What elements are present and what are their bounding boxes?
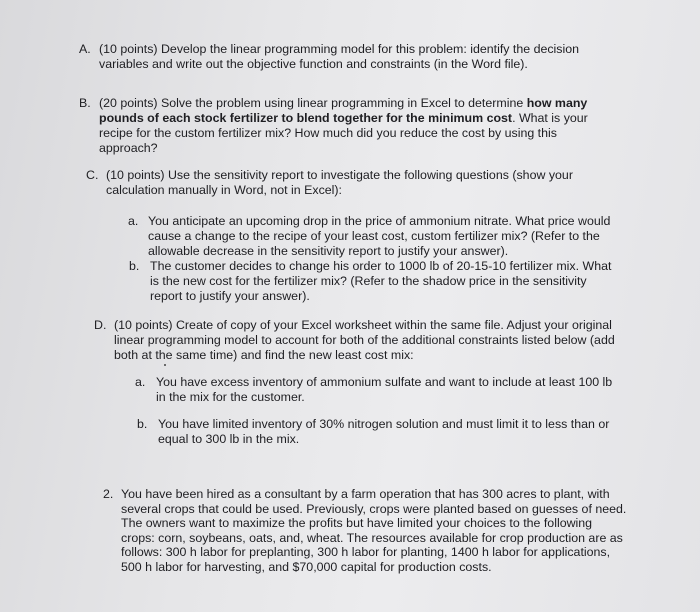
item-b-line-1-regular: (20 points) Solve the problem using linear programming in Excel to determine — [99, 96, 527, 110]
question-2 — [103, 487, 626, 575]
item-c-b — [129, 259, 611, 304]
item-c-b-line-3: report to justify your answer). — [150, 289, 310, 303]
item-c-text — [106, 168, 573, 198]
item-d-a-label: a. — [135, 375, 146, 389]
item-b-line-4: approach? — [99, 141, 158, 155]
item-c-a — [128, 214, 610, 259]
item-b-text — [99, 96, 588, 156]
item-d-b-label: b. — [137, 417, 148, 431]
item-c-b-line-2: is the new cost for the fertilizer mix? (Refer to the shadow price in the sensitivity — [150, 274, 587, 288]
item-c-a-label: a. — [128, 214, 139, 228]
item-b-label: B. — [79, 96, 91, 110]
item-d-b-line-1: You have limited inventory of 30% nitrogen solution and must limit it to less than or — [158, 417, 610, 431]
item-d-a-line-1: You have excess inventory of ammonium sulfate and want to include at least 100 lb — [156, 375, 613, 389]
item-d-a-line-2: in the mix for the customer. — [156, 390, 305, 404]
item-c-a-line-3: allowable decrease in the sensitivity report to justify your answer). — [148, 244, 509, 258]
item-d-text — [114, 318, 615, 363]
item-a-line-1: (10 points) Develop the linear programming model for this problem: identify the decision — [99, 42, 580, 56]
item-c-a-text — [148, 214, 610, 259]
item-d-line-1: (10 points) Create of copy of your Excel worksheet within the same file. Adjust your original — [114, 318, 612, 332]
item-d-line-2: linear programming model to account for both of the additional constraints listed below (add — [114, 333, 615, 347]
item-c — [86, 168, 573, 198]
question-2-line-6: 500 h labor for harvesting, and $70,000 capital for production costs. — [121, 559, 492, 574]
item-d — [94, 318, 615, 363]
item-c-b-text — [150, 259, 611, 304]
item-d-b-line-2: equal to 300 lb in the mix. — [158, 432, 300, 446]
item-b — [79, 96, 588, 156]
item-b-line-3: recipe for the custom fertilizer mix? How much did you reduce the cost by using this — [99, 126, 557, 140]
question-2-line-3: The owners want to maximize the profits but have limited your choices to the following — [121, 516, 593, 531]
item-a-line-2: variables and write out the objective function and constraints (in the Word file). — [99, 57, 528, 71]
item-a-text — [99, 42, 579, 72]
stray-mark — [164, 364, 166, 366]
question-2-line-1: You have been hired as a consultant by a farm operation that has 300 acres to plant, with — [121, 487, 610, 501]
item-d-line-3: both at the same time) and find the new least cost mix: — [114, 348, 414, 362]
question-2-label: 2. — [103, 487, 114, 501]
question-2-text — [121, 487, 626, 575]
item-c-line-2: calculation manually in Word, not in Excel): — [106, 183, 342, 197]
item-d-a-text — [156, 375, 612, 405]
item-c-b-line-1: The customer decides to change his order to 1000 lb of 20-15-10 fertilizer mix. What — [150, 259, 612, 273]
item-b-line-2-regular: . What is your — [512, 111, 588, 125]
item-b-line-2-bold: pounds of each stock fertilizer to blend together for the minimum cost — [99, 111, 513, 125]
item-c-a-line-1: You anticipate an upcoming drop in the price of ammonium nitrate. What price would — [148, 214, 611, 228]
question-2-line-5: follows: 300 h labor for preplanting, 300 h labor for planting, 1400 h labor for applications, — [121, 545, 611, 560]
item-c-label: C. — [86, 168, 99, 182]
item-d-label: D. — [94, 318, 107, 332]
item-b-line-2 — [99, 111, 588, 126]
question-2-line-4: crops: corn, soybeans, oats, and, wheat. The resources available for crop production are as — [121, 530, 623, 545]
item-a — [79, 42, 579, 72]
item-d-b — [137, 417, 609, 447]
item-d-a — [135, 375, 612, 405]
item-c-line-1: (10 points) Use the sensitivity report to investigate the following questions (show your — [106, 168, 573, 182]
item-b-line-1 — [99, 96, 588, 111]
item-c-a-line-2: cause a change to the recipe of your least cost, custom fertilizer mix? (Refer to the — [148, 229, 600, 243]
item-d-b-text — [158, 417, 609, 447]
question-2-line-2: several crops that could be used. Previously, crops were planted based on guesses of need. — [121, 501, 627, 516]
item-a-label: A. — [79, 42, 91, 56]
item-c-b-label: b. — [129, 259, 140, 273]
item-b-line-1-bold: how many — [526, 96, 588, 110]
